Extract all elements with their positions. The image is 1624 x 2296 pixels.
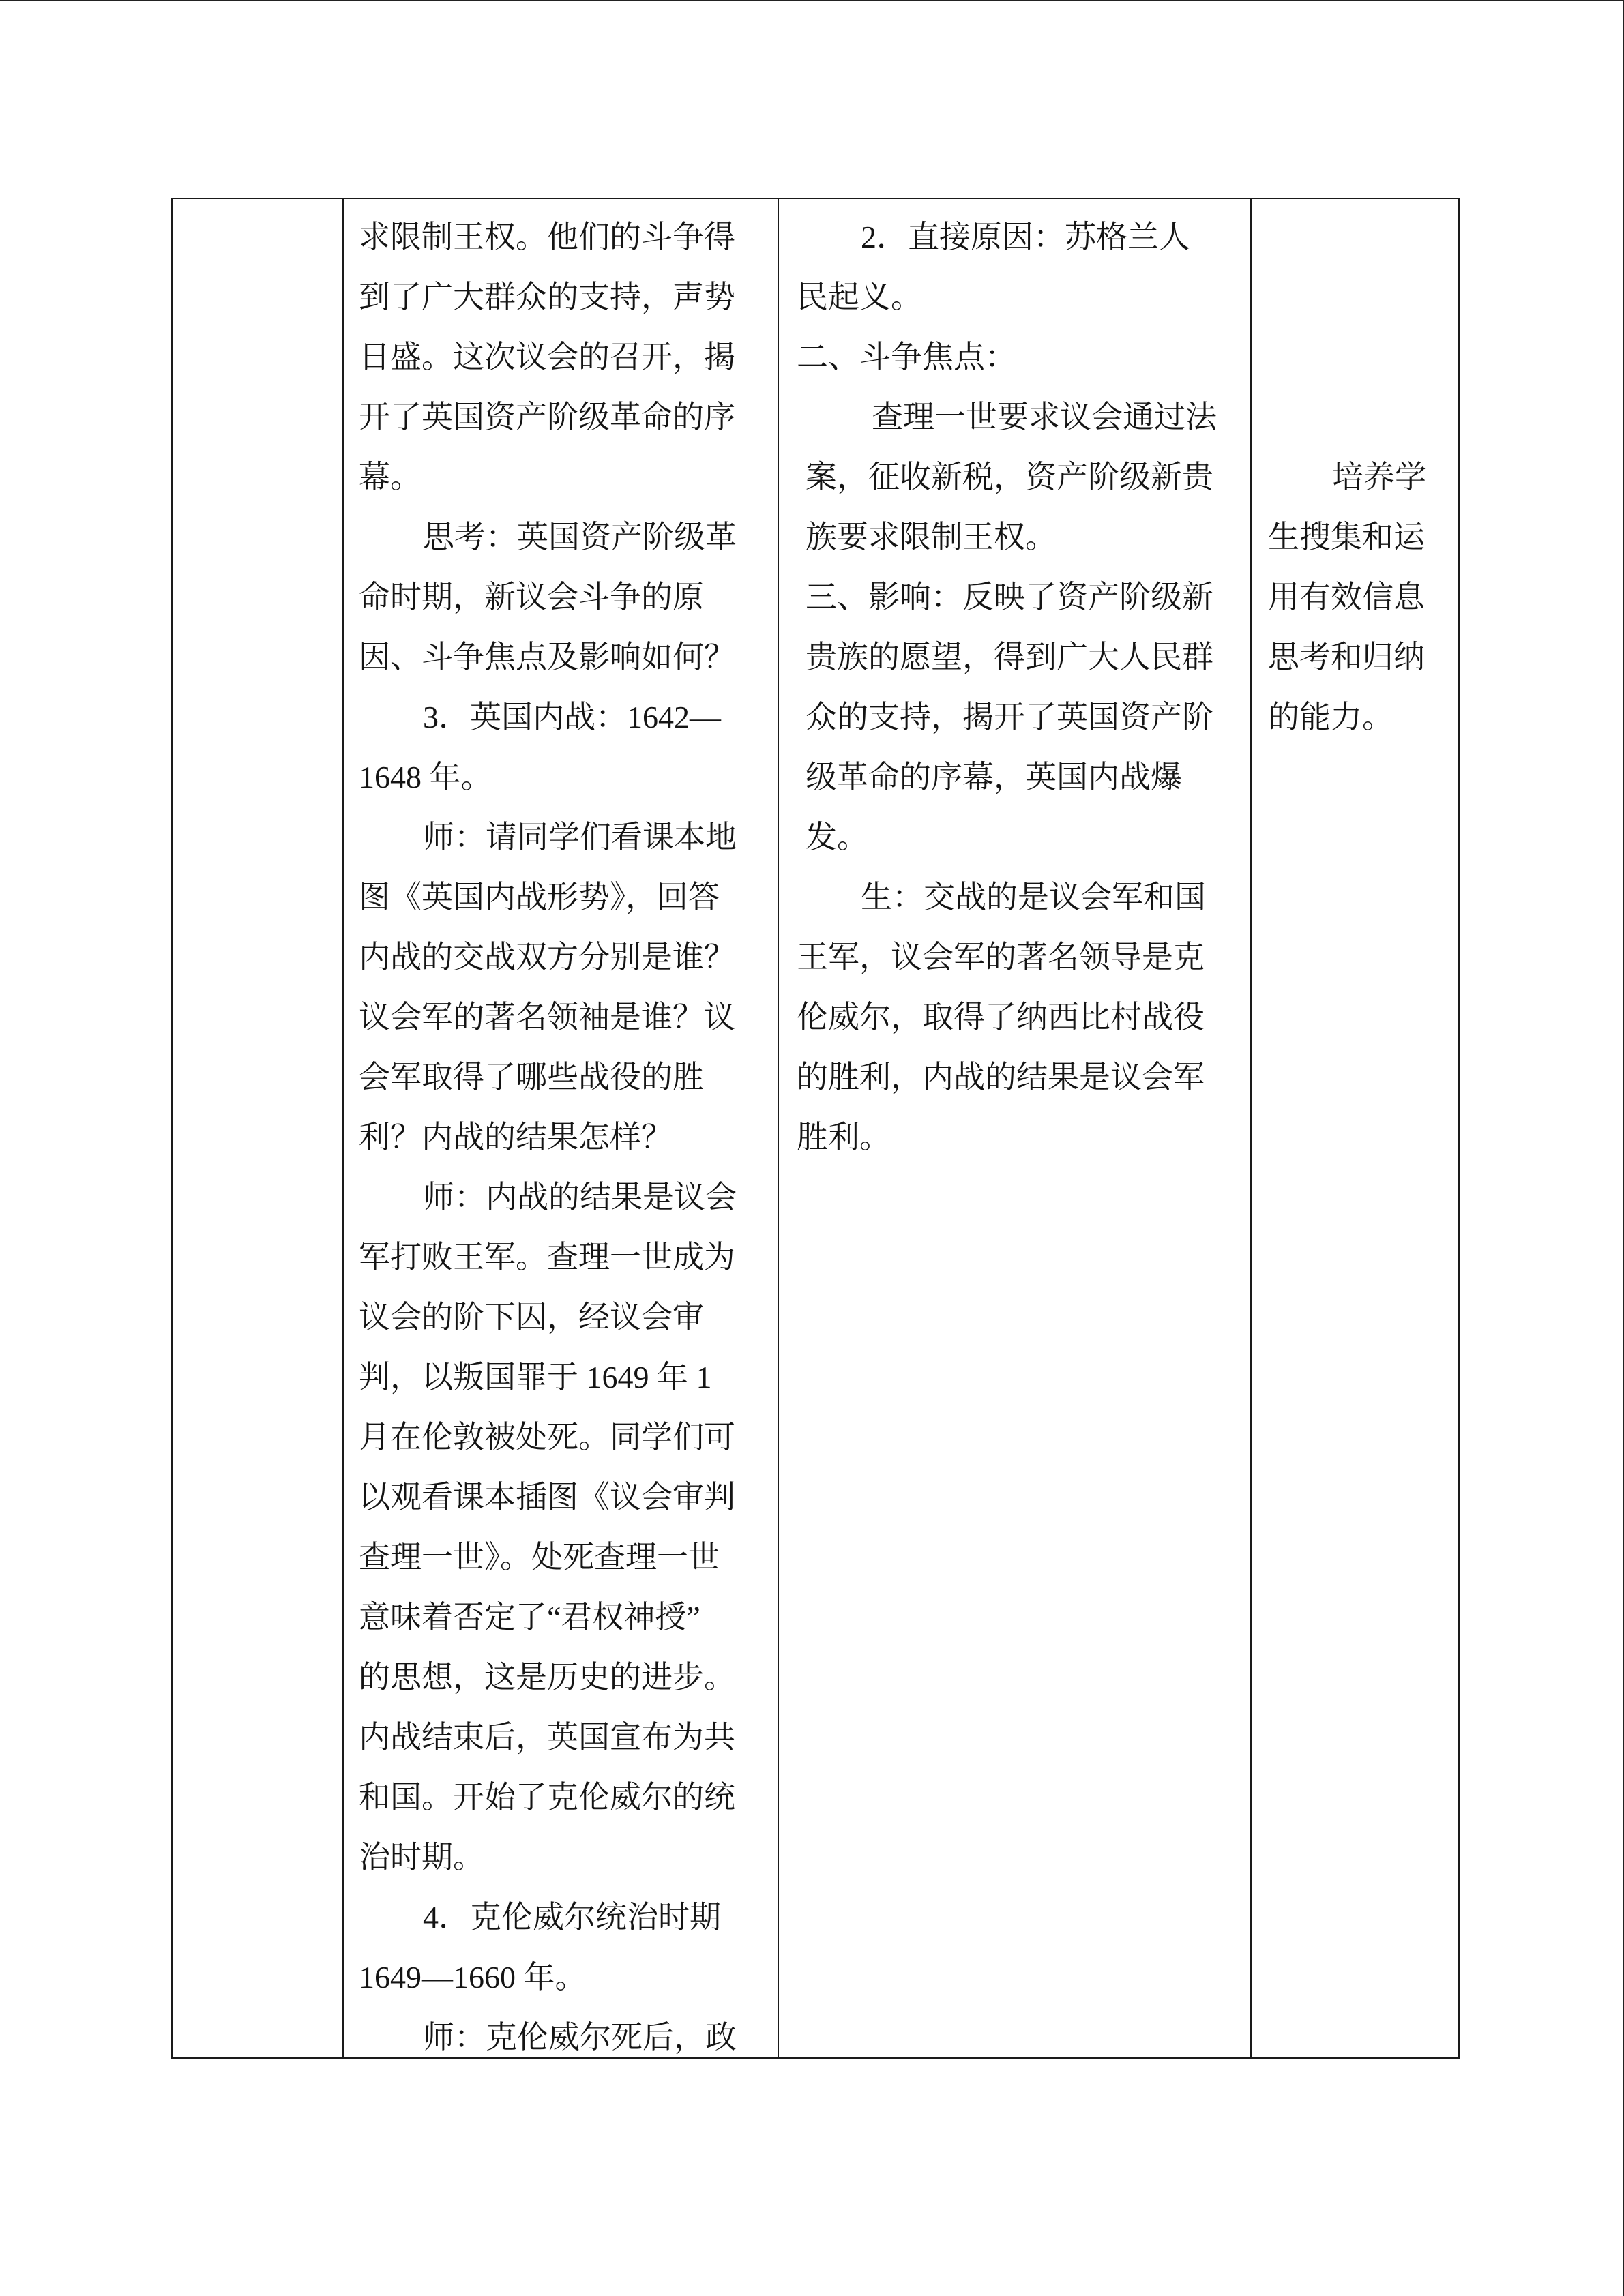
student-activity-line: 二、斗争焦点： <box>797 340 1016 374</box>
teacher-activity-line: 师：请同学们看课本地 <box>423 820 737 854</box>
student-activity-line: 2．直接原因：苏格兰人 <box>861 220 1190 254</box>
teacher-activity-line: 会军取得了哪些战役的胜 <box>359 1060 704 1094</box>
cell-teacher-activity <box>343 198 778 2058</box>
student-activity-line: 众的支持，揭开了英国资产阶 <box>806 700 1213 734</box>
teacher-activity-line: 4．克伦威尔统治时期 <box>423 1900 721 1935</box>
teacher-activity-line: 议会的阶下囚，经议会审 <box>359 1300 704 1335</box>
student-activity-line: 伦威尔，取得了纳西比村战役 <box>797 1000 1205 1034</box>
student-activity-line: 族要求限制王权。 <box>806 520 1057 554</box>
student-activity-line: 查理一世要求议会通过法 <box>872 400 1217 434</box>
student-activity-line: 发。 <box>806 820 868 854</box>
teacher-activity-line: 和国。开始了克伦威尔的统 <box>359 1780 735 1815</box>
student-activity-line: 案，征收新税，资产阶级新贵 <box>806 460 1213 494</box>
student-activity-line: 生：交战的是议会军和国 <box>861 880 1206 914</box>
lesson-plan-table <box>171 198 1460 2059</box>
teacher-activity-line: 内战结束后，英国宣布为共 <box>359 1720 735 1755</box>
teacher-activity-line: 因、斗争焦点及影响如何？ <box>359 640 735 674</box>
teacher-activity-line: 的思想，这是历史的进步。 <box>359 1660 735 1695</box>
teacher-activity-line: 到了广大群众的支持，声势 <box>359 280 735 314</box>
teacher-activity-line: 命时期，新议会斗争的原 <box>359 580 704 614</box>
teacher-activity-line: 开了英国资产阶级革命的序 <box>359 400 735 434</box>
teacher-activity-line: 以观看课本插图《议会审判 <box>359 1480 735 1515</box>
teacher-activity-line: 判，以叛国罪于 1649 年 1 <box>359 1360 712 1395</box>
student-activity-line: 贵族的愿望，得到广大人民群 <box>806 640 1213 674</box>
student-activity-line: 王军，议会军的著名领导是克 <box>797 940 1205 974</box>
cell-student-activity <box>778 198 1251 2058</box>
teacher-activity-line: 师：克伦威尔死后，政 <box>423 2020 737 2055</box>
teacher-activity-line: 思考：英国资产阶级革 <box>423 520 737 554</box>
teacher-activity-line: 军打败王军。查理一世成为 <box>359 1240 735 1274</box>
teacher-activity-line: 1649—1660 年。 <box>359 1960 587 1995</box>
teacher-activity-line: 日盛。这次议会的召开，揭 <box>359 340 735 374</box>
table-row <box>172 198 1459 2058</box>
design-intent-line: 培养学 <box>1332 460 1426 494</box>
cell-design-intent <box>1251 198 1459 2058</box>
teacher-activity-line: 查理一世》。处死查理一世 <box>359 1540 720 1575</box>
teacher-activity-line: 求限制王权。他们的斗争得 <box>359 220 735 254</box>
student-activity-line: 的胜利，内战的结果是议会军 <box>797 1060 1205 1094</box>
teacher-activity-line: 利？内战的结果怎样？ <box>359 1120 673 1154</box>
design-intent-line: 用有效信息 <box>1268 580 1425 614</box>
student-activity-line: 级革命的序幕，英国内战爆 <box>806 760 1182 794</box>
student-activity-line: 胜利。 <box>797 1120 891 1154</box>
student-activity-line: 民起义。 <box>797 280 922 314</box>
teacher-activity-line: 月在伦敦被处死。同学们可 <box>359 1420 735 1455</box>
teacher-activity-line: 意味着否定了“君权神授” <box>359 1600 700 1635</box>
teacher-activity-line: 图《英国内战形势》，回答 <box>359 880 720 914</box>
design-intent-line: 的能力。 <box>1268 700 1393 734</box>
teacher-activity-line: 3．英国内战：1642— <box>423 700 721 734</box>
design-intent-line: 思考和归纳 <box>1268 640 1425 674</box>
teacher-activity-line: 议会军的著名领袖是谁？议 <box>359 1000 735 1034</box>
teacher-activity-line: 内战的交战双方分别是谁？ <box>359 940 735 974</box>
student-activity-line: 三、影响：反映了资产阶级新 <box>806 580 1213 614</box>
teacher-activity-line: 1648 年。 <box>359 760 492 794</box>
design-intent-line: 生搜集和运 <box>1268 520 1425 554</box>
teacher-activity-line: 治时期。 <box>359 1840 484 1875</box>
teacher-activity-line: 师：内战的结果是议会 <box>423 1180 737 1214</box>
teacher-activity-line: 幕。 <box>359 460 422 494</box>
cell-blank <box>172 198 343 2058</box>
